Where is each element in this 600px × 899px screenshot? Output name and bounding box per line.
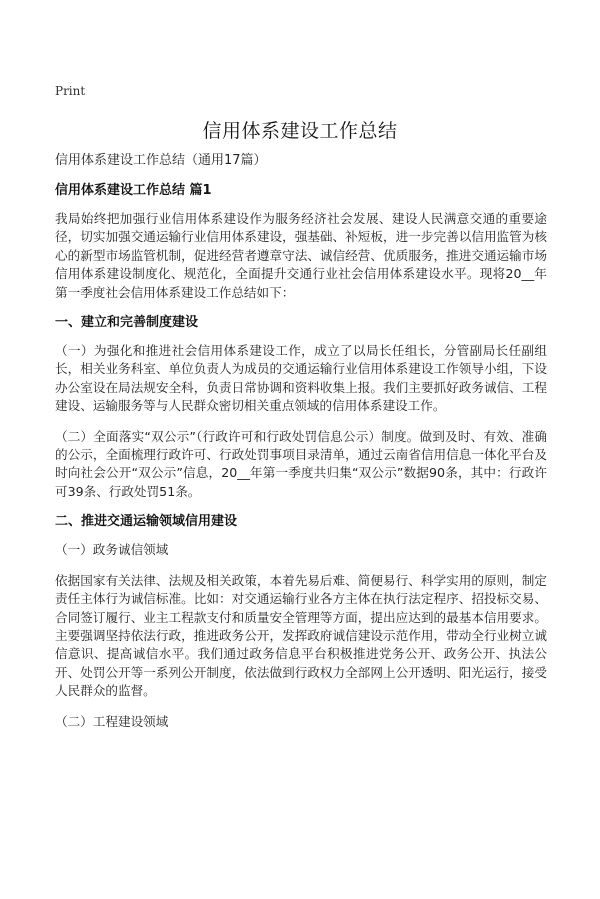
section1-heading: 一、建立和完善制度建设 [55, 315, 199, 331]
section1-paragraph-2: （二）全面落实“双公示”（行政许可和行政处罚信息公示）制度。做到及时、有效、准确的公示，全面梳理行政许可、行政处罚事项目录清单，通过云南省信用信息一体化平台及时向社会公开“双公示”信息，20__年第一季度共归集“双公示”数据90条，其中：行政许可39条、行政处罚51条。 [55, 428, 547, 499]
page-title: 信用体系建设工作总结 [202, 120, 398, 142]
section1-paragraph-1: （一）为强化和推进社会信用体系建设工作，成立了以局长任组长，分管副局长任副组长，相关业务科室、单位负责人为成员的交通运输行业信用体系建设工作领导小组，下设办公室设在局法规安全科，负责日常协调和资料收集上报。我们主要抓好政务诚信、工程建设、运输服务等与人民群众密切相关重点领域的信用体系建设工作。 [55, 343, 547, 414]
section2-subheading-2: （二）工程建设领域 [55, 713, 169, 729]
section2-subheading-1: （一）政务诚信领域 [55, 542, 169, 558]
part-heading: 信用体系建设工作总结 篇1 [55, 183, 212, 198]
section2-paragraph-1: 依据国家有关法律、法规及相关政策，本着先易后难、简便易行、科学实用的原则，制定责任主体行为诚信标准。比如：对交通运输行业各方主体在执行法定程序、招投标交易、合同签订履行、业主工程款支付和质量安全管理等方面，提出应达到的最基本信用要求。主要强调坚持依法行政，推进政务公开，发挥政府诚信建设示范作用，带动全行业树立诚信意识、提高诚信水平。我们通过政务信息平台积极推进党务公开、政务公开、执法公开、处罚公开等一系列公开制度，依法做到行政权力全部网上公开透明、阳光运行，接受人民群众的监督。 [55, 572, 547, 699]
section2-heading: 二、推进交通运输领域信用建设 [55, 514, 238, 530]
document-body [55, 152, 547, 743]
intro-paragraph: 我局始终把加强行业信用体系建设作为服务经济社会发展、建设人民满意交通的重要途径，切实加强交通运输行业信用体系建设，强基础、补短板，进一步完善以信用监管为核心的新型市场监管机制，促进经营者遵章守法、诚信经营、优质服务，推进交通运输市场信用体系建设制度化、规范化，全面提升交通行业社会信用体系建设水平。现将20__年第一季度社会信用体系建设工作总结如下： [55, 211, 547, 300]
document-subtitle: 信用体系建设工作总结（通用17篇） [55, 153, 267, 168]
print-link[interactable]: Print [55, 84, 86, 98]
